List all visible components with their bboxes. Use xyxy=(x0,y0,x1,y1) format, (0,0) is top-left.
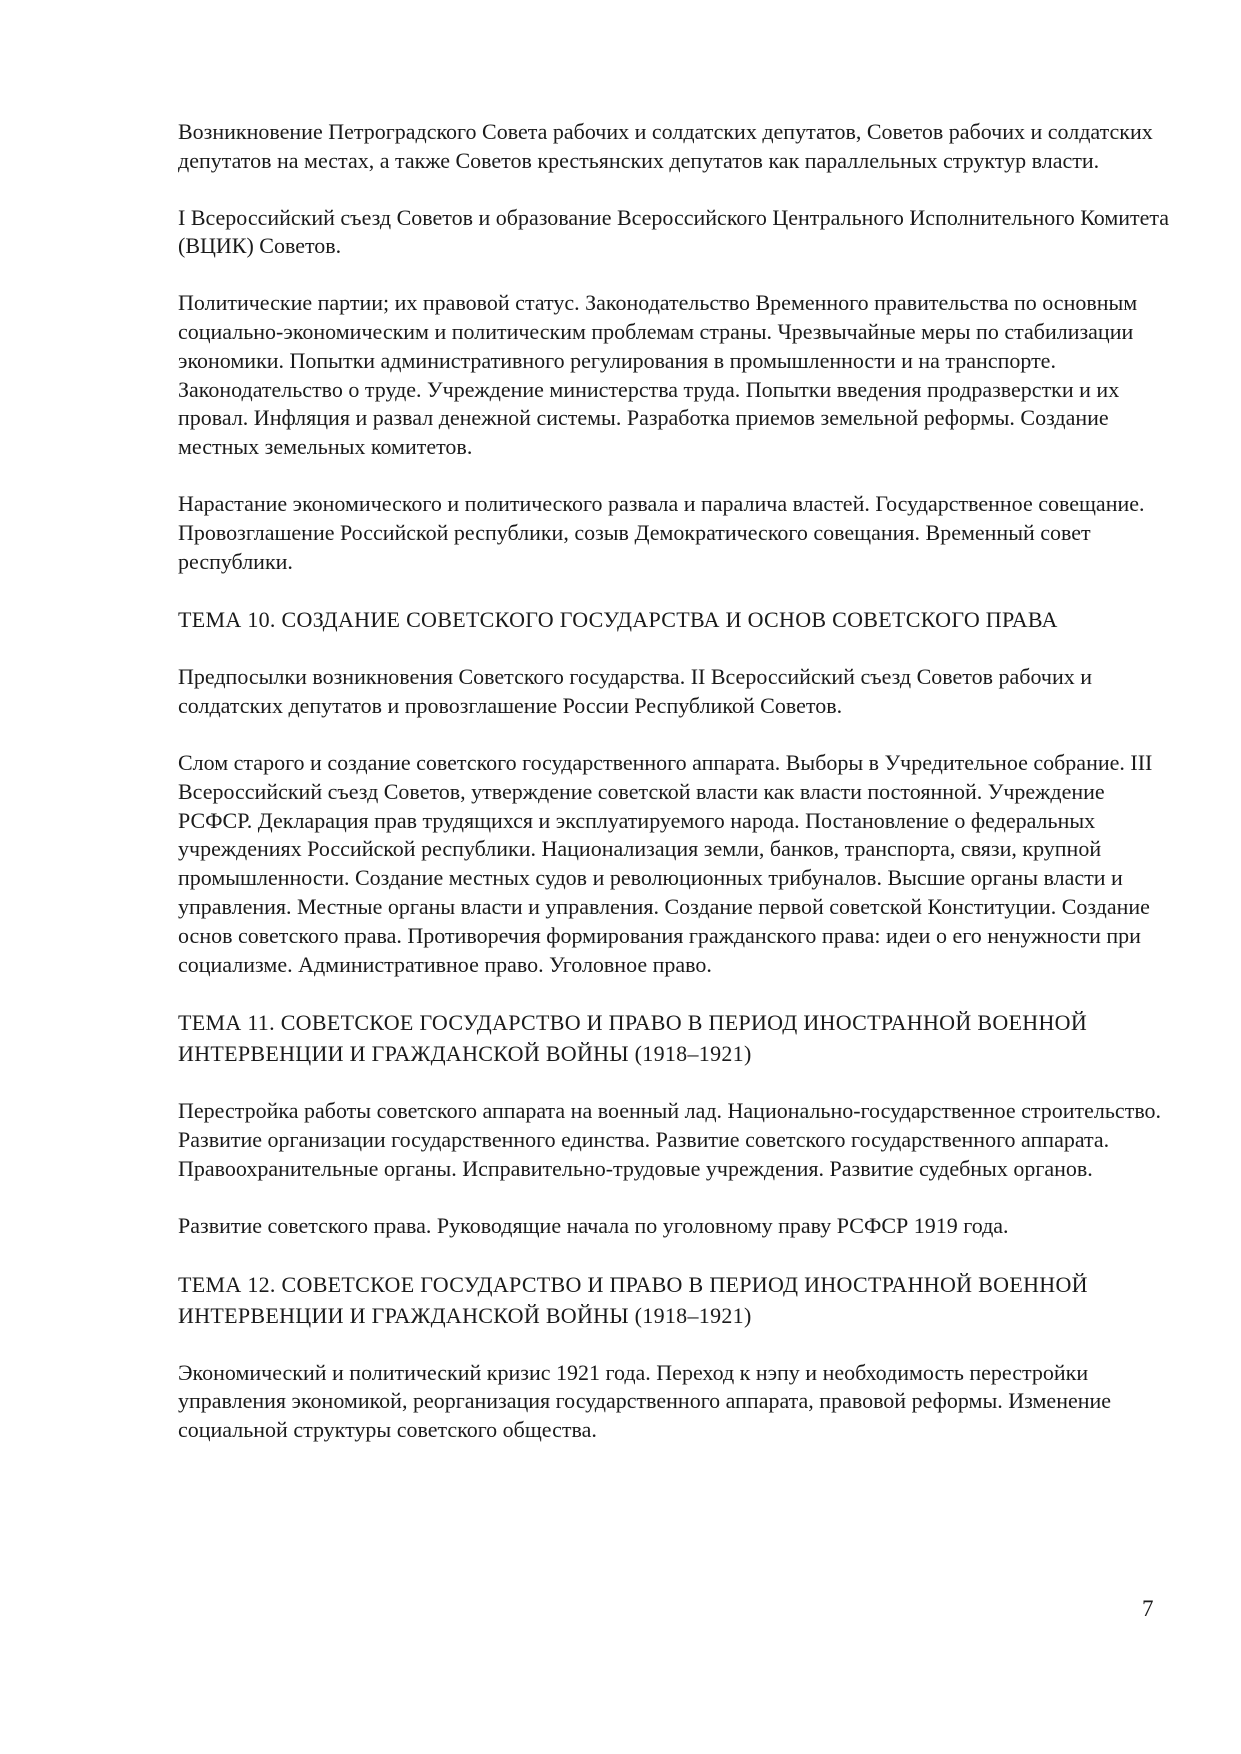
heading-topic-10: ТЕМА 10. СОЗДАНИЕ СОВЕТСКОГО ГОСУДАРСТВА И ОСНОВ СОВЕТСКОГО ПРАВА xyxy=(178,607,1058,633)
document-page xyxy=(178,118,1178,1473)
page-number: 7 xyxy=(1142,1596,1154,1621)
paragraph-soviet-law: Развитие советского права. Руководящие начала по уголовному праву РСФСР 1919 года. xyxy=(178,1212,1009,1238)
paragraph-crisis-1921: Экономический и политический кризис 1921 года. Переход к нэпу и необходимость перестройки управления экономикой, реорганизация государственного аппарата, правовой реформы. Изменение социальной структуры советского общества. xyxy=(178,1359,1112,1443)
heading-topic-12: ТЕМА 12. СОВЕТСКОЕ ГОСУДАРСТВО И ПРАВО В ПЕРИОД ИНОСТРАННОЙ ВОЕННОЙ ИНТЕРВЕНЦИИ И ГРАЖДАНСКОЙ ВОЙНЫ (1918–1921) xyxy=(178,1271,1088,1328)
paragraph-soviets-origin: Возникновение Петроградского Совета рабочих и солдатских депутатов, Советов рабочих и солдатских депутатов на местах, а также Советов крестьянских депутатов как параллельных структур власти. xyxy=(178,119,1153,173)
paragraph-wartime-restructuring: Перестройка работы советского аппарата на военный лад. Национально-государственное строительство. Развитие организации государственного единства. Развитие советского государственного аппарата. Правоохранительные органы. Исправительно-трудовые учреждения. Развитие судебных органов. xyxy=(178,1098,1162,1181)
paragraph-state-apparatus: Слом старого и создание советского государственного аппарата. Выборы в Учредительное собрание. III Всероссийский съезд Советов, утверждение советской власти как власти постоянной. Учреждение РСФСР. Декларация прав трудящихся и эксплуатируемого народа. Постановление о федеральных учреждениях Российской республики. Национализация земли, банков, транспорта, связи, крупной промышленности. Создание местных судов и революционных трибуналов. Высшие органы власти и управления. Местные органы власти и управления. Создание первой советской Конституции. Создание основ советского права. Противоречия формирования гражданского права: идеи о его ненужности при социализме. Административное право. Уголовное право. xyxy=(178,749,1153,977)
paragraph-collapse: Нарастание экономического и политического развала и паралича властей. Государственное совещание. Провозглашение Российской республики, созыв Демократического совещания. Временный совет республики. xyxy=(178,490,1145,574)
paragraph-political-parties: Политические партии; их правовой статус. Законодательство Временного правительства по основным социально-экономическим и политическим проблемам страны. Чрезвычайные меры по стабилизации экономики. Попытки административного регулирования в промышленности и на транспорте. Законодательство о труде. Учреждение министерства труда. Попытки введения продразверстки и их провал. Инфляция и развал денежной системы. Разработка приемов земельной реформы. Создание местных земельных комитетов. xyxy=(178,290,1138,460)
heading-topic-11: ТЕМА 11. СОВЕТСКОЕ ГОСУДАРСТВО И ПРАВО В ПЕРИОД ИНОСТРАННОЙ ВОЕННОЙ ИНТЕРВЕНЦИИ И ГРАЖДАНСКОЙ ВОЙНЫ (1918–1921) xyxy=(178,1010,1088,1067)
paragraph-first-congress: I Всероссийский съезд Советов и образование Всероссийского Центрального Исполнительного Комитета (ВЦИК) Советов. xyxy=(178,204,1170,259)
paragraph-prerequisites: Предпосылки возникновения Советского государства. II Всероссийский съезд Советов рабочих и солдатских депутатов и провозглашение России Республикой Советов. xyxy=(178,664,1093,719)
